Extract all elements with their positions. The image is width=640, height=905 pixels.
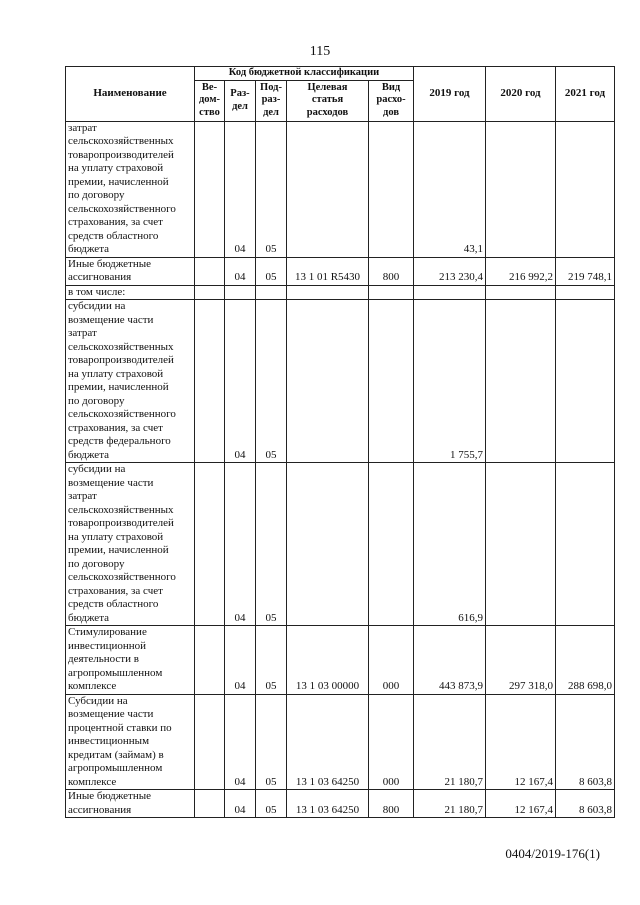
cell-podrazdel: 05 bbox=[256, 694, 287, 790]
cell-ved bbox=[195, 300, 225, 463]
table-row bbox=[66, 285, 615, 300]
header-vid-rashodov: Вид расхо- дов bbox=[369, 80, 414, 121]
cell-vid: 000 bbox=[369, 694, 414, 790]
cell-y2021 bbox=[556, 463, 615, 626]
cell-ved bbox=[195, 257, 225, 285]
cell-y2019: 616,9 bbox=[414, 463, 486, 626]
cell-razdel: 04 bbox=[225, 121, 256, 257]
cell-cs bbox=[287, 121, 369, 257]
header-2019: 2019 год bbox=[414, 67, 486, 122]
cell-y2020 bbox=[486, 121, 556, 257]
cell-name: затрат сельскохозяйственных товаропроизводителей на уплату страховой премии, начисленной по договору сельскохозяйственного страхования, за счет средств областного бюджета bbox=[66, 121, 195, 257]
cell-y2021: 219 748,1 bbox=[556, 257, 615, 285]
cell-name: в том числе: bbox=[66, 285, 195, 300]
table-row bbox=[66, 694, 615, 790]
cell-cs: 13 1 01 R5430 bbox=[287, 257, 369, 285]
budget-table bbox=[65, 66, 615, 818]
cell-y2021: 288 698,0 bbox=[556, 626, 615, 695]
cell-vid: 800 bbox=[369, 790, 414, 818]
cell-y2019: 21 180,7 bbox=[414, 790, 486, 818]
cell-y2019: 1 755,7 bbox=[414, 300, 486, 463]
header-vedomstvo: Ве- дом- ство bbox=[195, 80, 225, 121]
header-celevaya-statya: Целевая статья расходов bbox=[287, 80, 369, 121]
cell-y2019: 443 873,9 bbox=[414, 626, 486, 695]
header-2021: 2021 год bbox=[556, 67, 615, 122]
cell-ved bbox=[195, 626, 225, 695]
cell-y2019: 43,1 bbox=[414, 121, 486, 257]
cell-y2019: 21 180,7 bbox=[414, 694, 486, 790]
table-row bbox=[66, 463, 615, 626]
cell-podrazdel: 05 bbox=[256, 463, 287, 626]
cell-razdel: 04 bbox=[225, 463, 256, 626]
cell-razdel bbox=[225, 285, 256, 300]
cell-y2020 bbox=[486, 300, 556, 463]
table-row bbox=[66, 121, 615, 257]
cell-y2021 bbox=[556, 121, 615, 257]
cell-name: Иные бюджетные ассигнования bbox=[66, 790, 195, 818]
cell-cs bbox=[287, 300, 369, 463]
cell-name: Стимулирование инвестиционной деятельности в агропромышленном комплексе bbox=[66, 626, 195, 695]
cell-y2020: 216 992,2 bbox=[486, 257, 556, 285]
cell-razdel: 04 bbox=[225, 626, 256, 695]
header-name: Наименование bbox=[66, 67, 195, 122]
cell-y2020: 297 318,0 bbox=[486, 626, 556, 695]
cell-ved bbox=[195, 463, 225, 626]
header-code-group: Код бюджетной классификации bbox=[195, 67, 414, 81]
cell-podrazdel: 05 bbox=[256, 257, 287, 285]
cell-cs: 13 1 03 64250 bbox=[287, 790, 369, 818]
cell-vid: 800 bbox=[369, 257, 414, 285]
table-body bbox=[66, 121, 615, 818]
cell-vid: 000 bbox=[369, 626, 414, 695]
cell-razdel: 04 bbox=[225, 790, 256, 818]
header-razdel: Раз- дел bbox=[225, 80, 256, 121]
cell-podrazdel bbox=[256, 285, 287, 300]
cell-y2021: 8 603,8 bbox=[556, 790, 615, 818]
cell-y2021 bbox=[556, 285, 615, 300]
cell-y2019: 213 230,4 bbox=[414, 257, 486, 285]
cell-y2020: 12 167,4 bbox=[486, 694, 556, 790]
cell-y2021: 8 603,8 bbox=[556, 694, 615, 790]
cell-podrazdel: 05 bbox=[256, 626, 287, 695]
header-2020: 2020 год bbox=[486, 67, 556, 122]
cell-ved bbox=[195, 121, 225, 257]
cell-ved bbox=[195, 790, 225, 818]
cell-name: Иные бюджетные ассигнования bbox=[66, 257, 195, 285]
cell-ved bbox=[195, 694, 225, 790]
cell-cs bbox=[287, 285, 369, 300]
header-podrazdel: Под- раз- дел bbox=[256, 80, 287, 121]
table-row bbox=[66, 790, 615, 818]
page-number: 115 bbox=[309, 44, 331, 59]
cell-y2019 bbox=[414, 285, 486, 300]
cell-cs: 13 1 03 00000 bbox=[287, 626, 369, 695]
cell-razdel: 04 bbox=[225, 300, 256, 463]
cell-vid bbox=[369, 121, 414, 257]
cell-vid bbox=[369, 300, 414, 463]
cell-name: субсидии на возмещение части затрат сельскохозяйственных товаропроизводителей на уплату страховой премии, начисленной по договору сельскохозяйственного страхования, за счет средств федерального бюджета bbox=[66, 300, 195, 463]
cell-razdel: 04 bbox=[225, 694, 256, 790]
cell-vid bbox=[369, 463, 414, 626]
cell-cs: 13 1 03 64250 bbox=[287, 694, 369, 790]
table-row bbox=[66, 257, 615, 285]
cell-vid bbox=[369, 285, 414, 300]
document-code: 0404/2019-176(1) bbox=[505, 846, 600, 861]
table-row bbox=[66, 300, 615, 463]
cell-name: Субсидии на возмещение части процентной ставки по инвестиционным кредитам (займам) в агропромышленном комплексе bbox=[66, 694, 195, 790]
cell-y2020: 12 167,4 bbox=[486, 790, 556, 818]
cell-ved bbox=[195, 285, 225, 300]
cell-cs bbox=[287, 463, 369, 626]
table-row bbox=[66, 626, 615, 695]
cell-y2020 bbox=[486, 285, 556, 300]
cell-podrazdel: 05 bbox=[256, 790, 287, 818]
cell-y2020 bbox=[486, 463, 556, 626]
cell-podrazdel: 05 bbox=[256, 121, 287, 257]
cell-y2021 bbox=[556, 300, 615, 463]
cell-podrazdel: 05 bbox=[256, 300, 287, 463]
cell-name: субсидии на возмещение части затрат сельскохозяйственных товаропроизводителей на уплату страховой премии, начисленной по договору сельскохозяйственного страхования, за счет средств областного бюджета bbox=[66, 463, 195, 626]
cell-razdel: 04 bbox=[225, 257, 256, 285]
